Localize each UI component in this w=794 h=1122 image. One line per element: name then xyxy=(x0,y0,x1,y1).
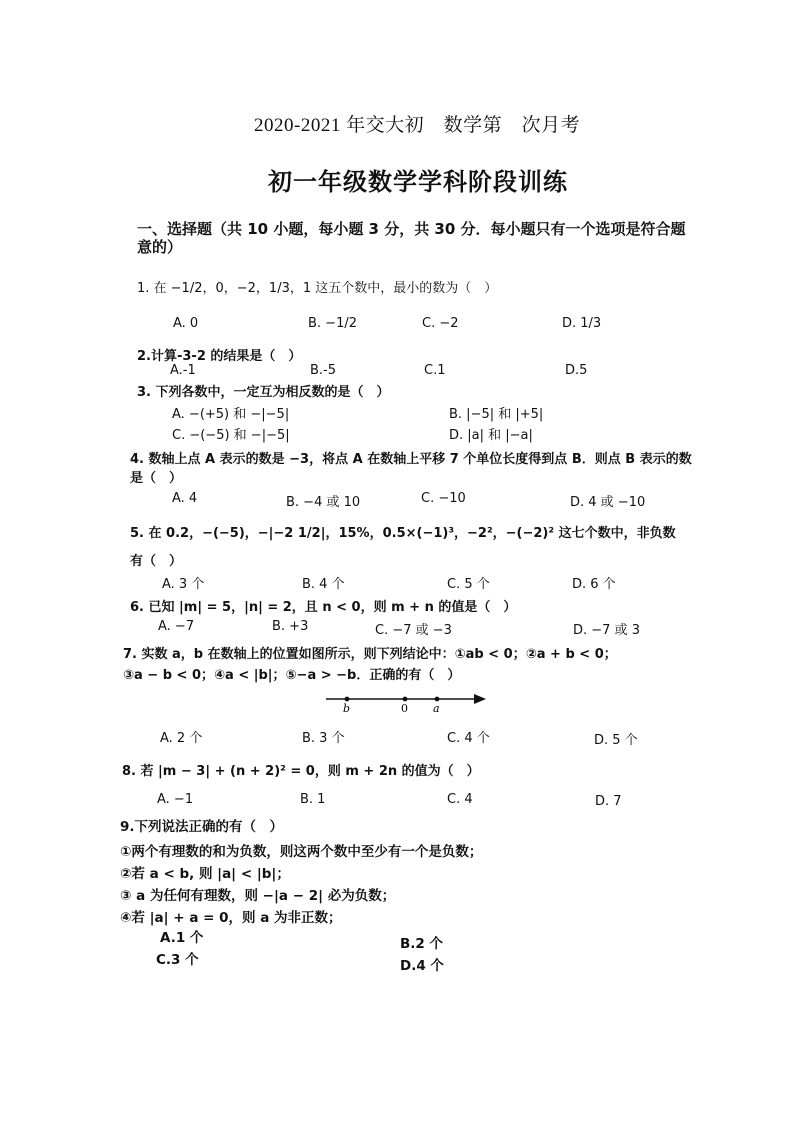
q1-option-b: B. −1/2 xyxy=(308,316,357,331)
q3-option-a: A. −(+5) 和 −|−5| xyxy=(172,407,290,422)
q2-option-d: D.5 xyxy=(565,363,588,378)
section-heading-cont: 意的） xyxy=(137,238,183,256)
q6-option-b: B. +3 xyxy=(272,619,309,634)
q9-statement-1: ①两个有理数的和为负数，则这两个数中至少有一个是负数； xyxy=(120,844,483,860)
question-9-stem: 9.下列说法正确的有（ ） xyxy=(120,819,284,835)
question-8-stem: 8. 若 |m − 3| + (n + 2)² = 0，则 m + 2n 的值为（ ） xyxy=(122,764,480,779)
q8-option-c: C. 4 xyxy=(447,792,473,807)
q3-option-c: C. −(−5) 和 −|−5| xyxy=(172,428,290,443)
q4-option-a: A. 4 xyxy=(172,491,198,506)
question-3-stem: 3. 下列各数中，一定互为相反数的是（ ） xyxy=(137,385,390,400)
axis-label-0: 0 xyxy=(401,702,408,715)
q4-option-d: D. 4 或 −10 xyxy=(570,495,646,510)
q9-option-a: A.1 个 xyxy=(160,930,204,946)
q1-option-a: A. 0 xyxy=(173,316,199,331)
section-heading: 一、选择题（共 10 小题，每小题 3 分，共 30 分．每小题只有一个选项是符合题 xyxy=(137,220,686,238)
q5-option-a: A. 3 个 xyxy=(162,577,205,592)
question-6-stem: 6. 已知 |m| = 5，|n| = 2，且 n < 0，则 m + n 的值是（ ） xyxy=(130,600,517,615)
question-7-stem-cont: ③a − b < 0；④a < |b|；⑤−a > −b．正确的有（ ） xyxy=(123,668,461,683)
q5-option-b: B. 4 个 xyxy=(302,577,345,592)
q5-option-d: D. 6 个 xyxy=(572,577,616,592)
q2-option-b: B.-5 xyxy=(310,363,337,378)
q6-option-d: D. −7 或 3 xyxy=(573,623,640,638)
q9-option-b: B.2 个 xyxy=(400,936,444,952)
q2-option-a: A.-1 xyxy=(170,363,196,378)
q9-option-d: D.4 个 xyxy=(400,958,444,974)
q3-option-d: D. |a| 和 |−a| xyxy=(449,428,533,443)
q7-option-b: B. 3 个 xyxy=(302,731,345,746)
question-4-stem-cont: 是（ ） xyxy=(130,471,183,486)
page-title: 初一年级数学学科阶段训练 xyxy=(268,168,568,196)
q4-option-b: B. −4 或 10 xyxy=(286,495,361,510)
q9-statement-4: ④若 |a| + a = 0，则 a 为非正数； xyxy=(120,910,342,926)
q9-statement-2: ②若 a < b, 则 |a| < |b|； xyxy=(120,866,290,882)
q1-option-c: C. −2 xyxy=(422,316,459,331)
q6-option-c: C. −7 或 −3 xyxy=(375,623,452,638)
exam-header: 2020-2021 年交大初 数学第 次月考 xyxy=(254,115,581,136)
q1-option-d: D. 1/3 xyxy=(562,316,602,331)
q7-option-a: A. 2 个 xyxy=(160,731,203,746)
number-line-arrow xyxy=(474,694,486,704)
q7-option-c: C. 4 个 xyxy=(447,731,490,746)
q4-option-c: C. −10 xyxy=(421,491,466,506)
question-1-stem: 1. 在 −1/2，0，−2，1/3，1 这五个数中，最小的数为（ ） xyxy=(137,281,498,296)
axis-label-a: a xyxy=(433,702,440,715)
q9-statement-3: ③ a 为任何有理数，则 −|a − 2| 必为负数； xyxy=(120,888,396,904)
question-2-stem: 2.计算-3-2 的结果是（ ） xyxy=(137,349,302,364)
q8-option-b: B. 1 xyxy=(300,792,326,807)
question-7-stem: 7. 实数 a，b 在数轴上的位置如图所示，则下列结论中：①ab < 0；②a + b < 0； xyxy=(123,647,617,662)
question-5-stem: 5. 在 0.2，−(−5)，−|−2 1/2|，15%，0.5×(−1)³，−2²，−(−2)² 这七个数中，非负数 xyxy=(130,526,676,541)
question-4-stem: 4. 数轴上点 A 表示的数是 −3，将点 A 在数轴上平移 7 个单位长度得到点 B．则点 B 表示的数 xyxy=(130,452,692,467)
q6-option-a: A. −7 xyxy=(158,619,195,634)
q5-option-c: C. 5 个 xyxy=(447,577,490,592)
point-0-marker xyxy=(403,697,408,702)
axis-label-b: b xyxy=(343,702,351,715)
q9-option-c: C.3 个 xyxy=(156,952,199,968)
question-5-stem-cont: 有（ ） xyxy=(130,554,183,569)
point-a-marker xyxy=(435,697,440,702)
q8-option-d: D. 7 xyxy=(595,794,622,809)
point-b-marker xyxy=(345,697,350,702)
q8-option-a: A. −1 xyxy=(157,792,194,807)
q7-option-d: D. 5 个 xyxy=(594,733,638,748)
q2-option-c: C.1 xyxy=(424,363,446,378)
q3-option-b: B. |−5| 和 |+5| xyxy=(449,407,544,422)
number-line-figure xyxy=(320,690,490,716)
